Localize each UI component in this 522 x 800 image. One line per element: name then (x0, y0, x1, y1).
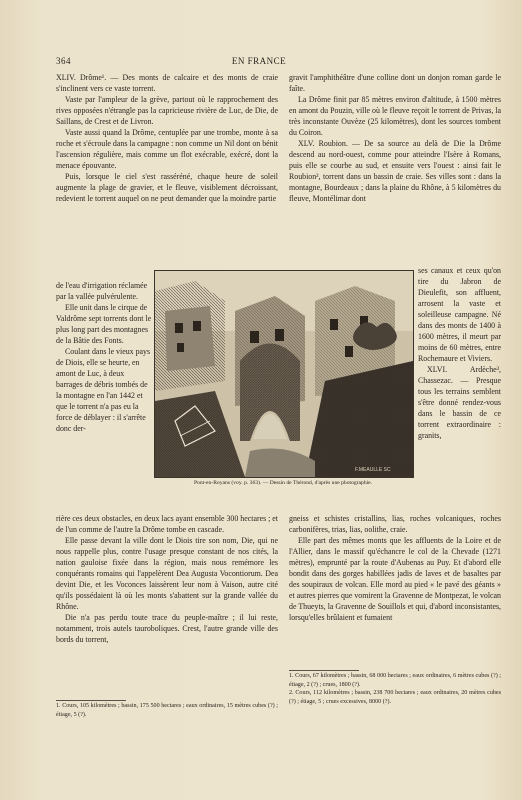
footnotes-right (289, 672, 501, 706)
paragraph: gravit l'amphithéâtre d'une colline dont un donjon roman garde le faîte. (289, 73, 501, 93)
left-column-top (56, 72, 278, 204)
figure-caption: Pont-en-Royans (voy. p. 363). — Dessin de Thérond, d'après une photographie. (193, 480, 373, 486)
paragraph: La Drôme finit par 85 mètres environ d'altitude, à 1500 mètres en amont du Pouzin, ville où le fleuve reçoit le torrent de Privas, la très inconstante Ouvèze (25 kilomètres), dont les sources tombent du Coiron. (289, 95, 501, 137)
paragraph: Elle unit dans le cirque de Valdrôme sept torrents dont le plus long part des montagnes de la Bâtie des Fonts. (56, 303, 152, 345)
paragraph: Die n'a pas perdu toute trace du peuple-maître ; il lui reste, notamment, trois autels tauroboliques. Crest, l'autre grande ville des bords du torrent, (56, 613, 278, 644)
paragraph: Vaste aussi quand la Drôme, centuplée par une trombe, monte à sa roche et s'écroule dans la campagne : non comme un Nil dont on bénit l'ascension régulière, mais comme un flot exécrable, exécré, dont la menace épouvante. (56, 128, 278, 170)
paragraph: Puis, lorsque le ciel s'est rasséréné, chaque heure de soleil augmente la plage de gravier, et le fleuve, visiblement décroissant, redevient le torrent auquel on ne peut demander que la moindre partie (56, 172, 278, 203)
footnote: 1. Cours, 67 kilomètres ; bassin, 68 000 hectares ; eaux ordinaires, 6 mètres cubes (?) ; étiage, 2 (?) ; crues, 1800 (?). (289, 673, 501, 688)
paragraph: Elle part des mêmes monts que les affluents de la Loire et de l'Allier, dans le massif qu'échancre le col de la Chevade (1271 mètres), emprunté par la route d'Aubenas au Puy. Et d'abord elle bondit dans des gorges habillées jadis de laves et de basaltes par des soupiraux de volcan. Elle mord au pied « le pavé des géants » et autres pierres que vomirent la Gravenne de Montpezat, le volcan de Thueyts, la Gravenne de Souillols et qui, d'abord inconsistantes, lorsqu'elles brûlaient et fumaient (289, 536, 501, 622)
footnotes-left (56, 702, 278, 719)
footnote-rule-right (289, 670, 359, 671)
paragraph: Vaste par l'ampleur de la grève, partout où le rapprochement des rives opposées n'étrangle pas la capricieuse rivière de Luc, de Die, de Saillans, de Crest et de Livron. (56, 95, 278, 126)
footnote: 2. Cours, 112 kilomètres ; bassin, 238 700 hectares ; eaux ordinaires, 20 mètres cubes (?) ; étiage, 5 ; crues excessives, 8000 (?). (289, 690, 501, 705)
paragraph: Coulant dans le vieux pays de Diois, elle se heurte, en amont de Luc, à deux barrages de débris tombés de la montagne en l'an 1442 et que le torrent n'a pas eu la force de déblayer : il s'arrête donc der- (56, 347, 151, 433)
right-wrap-text (418, 265, 501, 441)
running-title: EN FRANCE (231, 56, 287, 66)
section-xlvi-heading: XLVI. Ardèche³, Chassezac. — Presque tous les terrains semblent s'être donné rendez-vous dans le bassin de ce torrent extraordinaire : granits, (418, 365, 501, 440)
left-column-bottom (56, 513, 278, 645)
paragraph: ses canaux et ceux qu'on tire du Jabron de Dieulefit, son affluent, arrosent la vaste et soleilleuse campagne. Né dans des monts de 1400 à 1600 mètres, il meurt par moins de 60 mètres, entre Rochemaure et Viviers. (418, 266, 501, 363)
left-wrap-text (56, 280, 152, 434)
paragraph: gneiss et schistes cristallins, lias, roches volcaniques, roches carbonifères, trias, lias, oolithe, craie. (289, 514, 501, 534)
paragraph: Elle passe devant la ville dont le Diois tire son nom, Die, qui ne nous rappelle plus, contre l'usage presque constant de nos cités, la nation gauloise fixée dans la région, mais nous remémore les conquérants romains qui l'appelèrent Dea Augusta Vocontiorum. Dea devint Die, et les Voconces laissèrent leur nom à Vaison, autre cité qu'ils possédaient là où les monts s'abattent sur la grande vallée du Rhône. (56, 536, 278, 611)
page-number: 364 (56, 56, 71, 66)
engraving-pont-en-royans (155, 271, 413, 477)
engraving-illustration (154, 270, 414, 478)
engraver-signature: F.MEAULLE SC (355, 467, 391, 473)
section-xlv-paragraph: XLV. Roubion. — De sa source au delà de Die la Drôme descend au nord-ouest, comme pour atteindre l'Isère à Romans, puis elle se courbe au sud, et ensuite vers l'ouest : ainsi fait le Roubion², torrent dans un bassin de craie. Ses villes sont : dans la montagne, Bourdeaux ; dans la plaine du Rhône, à 5 kilomètres du fleuve, Montélimar dont (289, 139, 501, 203)
paragraph: rière ces deux obstacles, en deux lacs ayant ensemble 300 hectares ; et de l'un comme de l'autre la Drôme tombe en cascade. (56, 514, 278, 534)
paragraph: de l'eau d'irrigation réclamée par la vallée pulvérulente. (56, 281, 148, 301)
section-xliv-heading: XLIV. Drôme¹. — Des monts de calcaire et des monts de craie s'inclinent vers ce vaste torrent. (56, 73, 278, 93)
right-column-bottom (289, 513, 501, 623)
footnote: 1. Cours, 105 kilomètres ; bassin, 175 500 hectares ; eaux ordinaires, 15 mètres cubes (?) ; étiage, 5 (?). (56, 703, 278, 718)
right-column-top (289, 72, 501, 204)
footnote-rule-left (56, 700, 126, 701)
page-header (56, 56, 462, 68)
